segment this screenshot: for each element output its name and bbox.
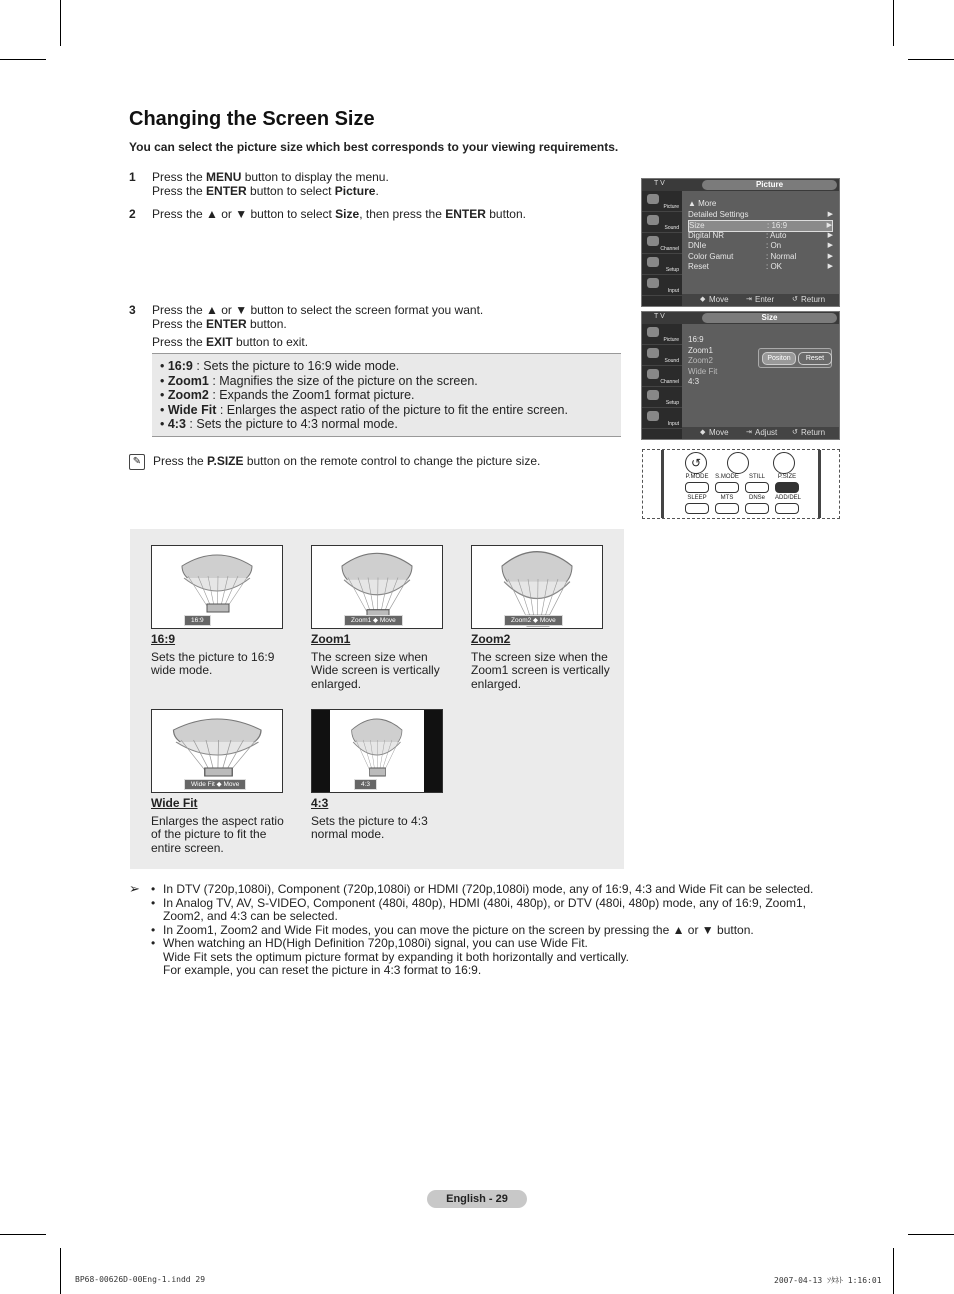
tv-row-name: DNIe — [688, 241, 707, 250]
step-text: Press the ▲ or ▼ button to select Size, then press the ENTER button. — [152, 207, 526, 221]
tv-sidebar — [642, 324, 682, 439]
mode-title: Zoom2 — [471, 632, 511, 646]
thumbnail-bar: 4:3 — [354, 779, 377, 790]
page-number: English - 29 — [427, 1190, 527, 1208]
tv-sidebar-label: Picture — [663, 204, 679, 210]
tv-row-name: Color Gamut — [688, 251, 734, 261]
remote-round-button — [727, 452, 749, 474]
tv-sidebar-icon — [647, 390, 659, 400]
tv-menu-title: Size — [702, 313, 837, 323]
remote-button-label: MTS — [720, 495, 734, 501]
option-item: • Wide Fit : Enlarges the aspect ratio of the picture to fit the entire screen. — [160, 402, 568, 417]
option-desc: : Magnifies the size of the picture on the screen. — [208, 373, 478, 388]
mode-desc: Enlarges the aspect ratio of the picture to fit the entire screen. — [151, 813, 284, 855]
remote-button[interactable] — [715, 482, 739, 493]
bullet-dot: • — [151, 922, 156, 937]
mode-title: 4:3 — [311, 796, 329, 810]
tv-row-value: : On — [766, 241, 782, 250]
crop-mark — [908, 59, 954, 60]
remote-round-button — [773, 452, 795, 474]
balloon-image — [152, 546, 282, 628]
remote-button[interactable] — [745, 503, 769, 514]
tv-sidebar-icon — [647, 278, 659, 288]
bullet-notes — [129, 883, 839, 978]
arrow-right-icon: ▶ — [826, 222, 832, 229]
option-name: Wide Fit — [167, 402, 217, 417]
tv-row-value: : OK — [766, 262, 783, 271]
remote-button[interactable] — [775, 503, 799, 514]
tv-sidebar-label: Sound — [664, 225, 679, 231]
tv-sidebar-item — [642, 275, 682, 296]
step-text: Press the ▲ or ▼ button to select the screen format you want. Press the ENTER button. Press the EXIT button to exit. — [152, 303, 622, 349]
option-desc: : Enlarges the aspect ratio of the picture to fit the entire screen. — [216, 402, 568, 417]
tv-sidebar-label: Input — [667, 421, 679, 427]
tv-label: T V — [654, 180, 665, 187]
tv-row-name: Size — [689, 221, 705, 230]
options-box — [152, 353, 621, 437]
option-desc: : Expands the Zoom1 format picture. — [208, 388, 415, 402]
option-item: • 16:9 : Sets the picture to 16:9 wide mode. — [160, 359, 400, 373]
tv-sidebar-item — [642, 387, 682, 408]
tv-footer-label: Return — [801, 295, 826, 304]
option-name: 16:9 — [167, 359, 193, 373]
remote-button[interactable] — [685, 482, 709, 493]
tv-sidebar-label: Channel — [660, 246, 679, 252]
footer-date: 2007-04-13 ｿﾀﾈﾄ 1:16:01 — [774, 1276, 882, 1285]
tv-sidebar-item — [642, 345, 682, 366]
tv-footer-label: Return — [801, 428, 826, 437]
remote-button-label: S.MODE — [715, 474, 739, 480]
tv-menu-picture — [641, 178, 840, 307]
intro-text: You can select the picture size which best corresponds to your viewing requirements. — [129, 140, 619, 154]
screen-mode-thumbnail — [311, 709, 443, 793]
remote-edge — [661, 450, 664, 518]
tv-sidebar-label: Picture — [663, 337, 679, 343]
crop-mark — [0, 1234, 46, 1235]
footer-file: BP68-00626D-00Eng-1.indd 29 — [75, 1275, 206, 1284]
tv-footer-label: Adjust — [755, 428, 778, 437]
remote-button-label: P.SIZE — [777, 474, 797, 480]
mode-desc: The screen size when the Zoom1 screen is vertically enlarged. — [471, 649, 610, 691]
mode-title: Wide Fit — [151, 796, 198, 810]
bullet-item: • In DTV (720p,1080i), Component (720p,1080i) or HDMI (720p,1080i) mode, any of 16:9, 4:3 and Wide Fit can be selected. — [151, 882, 814, 896]
page-title: Changing the Screen Size — [129, 108, 375, 130]
option-name: 4:3 — [167, 417, 186, 431]
tv-menu-row[interactable] — [688, 231, 833, 241]
remote-button-label: DNSe — [748, 495, 765, 501]
tv-row-value: : 16:9 — [767, 221, 788, 230]
note-arrow-icon: ➢ — [129, 881, 140, 896]
tv-menu-row[interactable] — [688, 252, 833, 262]
option-item: • 4:3 : Sets the picture to 4:3 normal mode. — [160, 417, 398, 431]
tv-footer-label: Move — [709, 428, 729, 437]
tv-sidebar-item — [642, 212, 682, 233]
step-number: 2 — [129, 207, 136, 221]
tv-size-option[interactable]: Wide Fit — [688, 366, 718, 376]
tv-sidebar-item — [642, 408, 682, 429]
tv-menu-header — [642, 179, 839, 191]
tv-footer-label: Enter — [755, 295, 775, 304]
tv-sidebar-item — [642, 191, 682, 212]
arrow-right-icon: ▶ — [827, 210, 833, 218]
tv-footer-label: Move — [709, 295, 729, 304]
tv-row-value: : Normal — [766, 251, 797, 261]
arrow-right-icon: ▶ — [827, 263, 833, 270]
option-desc: : Sets the picture to 16:9 wide mode. — [192, 359, 400, 373]
note-key: P.SIZE — [207, 454, 244, 469]
remote-illustration — [642, 449, 840, 519]
mode-desc: Sets the picture to 16:9 wide mode. — [151, 649, 275, 677]
thumbnail-bar: Zoom2 ◆ Move — [504, 615, 563, 626]
bullet-dot: • — [151, 882, 156, 896]
note-icon: ✎ — [129, 454, 145, 470]
thumbnail-bar: 16:9 — [184, 615, 211, 626]
mode-caption — [151, 633, 291, 678]
tv-sidebar-label: Sound — [664, 358, 679, 364]
thumbnail-bar: Zoom1 ◆ Move — [344, 615, 403, 626]
adjust-icon: ⇥ — [746, 429, 752, 436]
tv-menu-row[interactable] — [688, 241, 833, 251]
tv-menu-footer — [682, 427, 839, 439]
mode-caption — [311, 633, 451, 691]
enter-icon: ⇥ — [746, 296, 752, 303]
option-name: Zoom2 — [167, 388, 209, 402]
tv-menu-row[interactable] — [688, 210, 833, 220]
remote-button-label: STILL — [748, 474, 765, 480]
crop-mark — [60, 0, 61, 46]
remote-button[interactable] — [745, 482, 769, 493]
tv-sidebar-item — [642, 254, 682, 275]
step-extra: Press the EXIT button to exit. — [152, 335, 309, 349]
tv-menu-row[interactable] — [688, 262, 833, 272]
remote-button[interactable] — [715, 503, 739, 514]
crop-mark — [893, 0, 894, 46]
tv-sidebar — [642, 191, 682, 306]
tv-menu-footer — [682, 294, 839, 306]
tv-menu-header — [642, 312, 839, 324]
step-number: 3 — [129, 303, 136, 317]
remote-button-label: SLEEP — [687, 495, 707, 501]
crop-mark — [908, 1234, 954, 1235]
move-icon: ◆ — [700, 429, 706, 436]
note-text-pre: Press the — [153, 454, 208, 469]
remote-button[interactable] — [775, 482, 799, 493]
option-item: • Zoom2 : Expands the Zoom1 format picture. — [160, 388, 415, 402]
tv-sidebar-label: Setup — [665, 400, 679, 406]
note — [129, 454, 540, 470]
tv-sidebar-item — [642, 324, 682, 345]
tv-sidebar-label: Setup — [665, 267, 679, 273]
tv-sidebar-icon — [647, 236, 659, 246]
return-icon: ↺ — [792, 429, 798, 436]
step-text: Press the MENU button to display the menu. Press the ENTER button to select Picture. — [152, 170, 389, 198]
arrow-right-icon: ▶ — [827, 231, 833, 239]
thumbnail-bar: Wide Fit ◆ Move — [184, 779, 246, 790]
tv-sidebar-icon — [647, 257, 659, 267]
screen-mode-thumbnail — [151, 545, 283, 629]
remote-button-label: P.MODE — [685, 474, 709, 480]
tv-sidebar-icon — [647, 411, 659, 421]
screen-mode-thumbnail — [311, 545, 443, 629]
reset-button[interactable]: Reset — [798, 352, 832, 365]
mode-desc: The screen size when Wide screen is vertically enlarged. — [311, 649, 440, 691]
remote-button[interactable] — [685, 503, 709, 514]
move-icon: ◆ — [700, 296, 706, 303]
option-name: Zoom1 — [167, 373, 209, 388]
remote-button-label: ADD/DEL — [775, 495, 802, 501]
remote-edge — [818, 450, 821, 518]
tv-size-option[interactable]: 16:9 — [688, 335, 704, 344]
mode-caption — [311, 797, 451, 842]
tv-sidebar-icon — [647, 215, 659, 225]
tv-row-name: Digital NR — [688, 230, 725, 240]
step-number: 1 — [129, 170, 136, 184]
tv-menu-row[interactable] — [688, 199, 833, 209]
arrow-right-icon: ▶ — [827, 252, 833, 260]
note-text-post: button on the remote control to change the picture size. — [243, 454, 541, 469]
bullet-item: • In Zoom1, Zoom2 and Wide Fit modes, you can move the picture on the screen by pressing the ▲ or ▼ button. — [151, 922, 754, 937]
position-button[interactable]: Positon — [762, 352, 796, 365]
bullet-dot: • — [151, 936, 156, 950]
tv-sidebar-icon — [647, 327, 659, 337]
tv-row-name: ▲ More — [688, 199, 717, 208]
tv-menu-size — [641, 311, 840, 440]
tv-sidebar-icon — [647, 369, 659, 379]
mode-caption — [151, 797, 291, 855]
tv-sidebar-item — [642, 366, 682, 387]
tv-menu-title: Picture — [702, 180, 837, 190]
crop-mark — [0, 59, 46, 60]
tv-size-option[interactable]: Zoom1 — [688, 345, 713, 355]
tv-row-value: : Auto — [766, 230, 787, 240]
tv-row-name: Detailed Settings — [688, 209, 749, 219]
bullet-item: • When watching an HD(High Definition 720p,1080i) signal, you can use Wide Fit. Wide Fit sets the optimum picture format by expanding it both horizontally and vertically. For example, you can reset the picture in 4:3 format to 16:9. — [151, 936, 629, 977]
arrow-right-icon: ▶ — [827, 242, 833, 249]
tv-sidebar-icon — [647, 194, 659, 204]
mode-title: Zoom1 — [311, 632, 351, 646]
tv-sidebar-label: Input — [667, 288, 679, 294]
tv-menu-list — [682, 191, 839, 294]
mode-title: 16:9 — [151, 632, 176, 646]
tv-sidebar-icon — [647, 348, 659, 358]
crop-mark — [893, 1248, 894, 1294]
tv-size-option[interactable]: Zoom2 — [688, 356, 713, 365]
tv-label: T V — [654, 313, 665, 320]
tv-sidebar-item — [642, 233, 682, 254]
tv-menu-list — [682, 324, 839, 427]
screen-mode-thumbnail — [471, 545, 603, 629]
tv-size-buttons — [758, 348, 832, 368]
bullet-dot: • — [151, 895, 156, 910]
mode-caption — [471, 633, 611, 691]
tv-size-option[interactable]: 4:3 — [688, 377, 700, 386]
tv-sidebar-label: Channel — [660, 379, 679, 385]
bullet-item: • In Analog TV, AV, S-VIDEO, Component (480i, 480p), HDMI (480i, 480p), or DTV (480i, 480p) mode, any of 16:9, Zoom1, Zoom2, and 4:3 can be selected. — [151, 895, 807, 923]
crop-mark — [60, 1248, 61, 1294]
option-item: • Zoom1 : Magnifies the size of the picture on the screen. — [160, 373, 478, 388]
return-icon: ↺ — [792, 296, 798, 303]
screen-mode-thumbnail — [151, 709, 283, 793]
return-icon: ↺ — [685, 452, 707, 474]
tv-row-name: Reset — [688, 262, 709, 271]
option-desc: : Sets the picture to 4:3 normal mode. — [185, 417, 398, 431]
mode-desc: Sets the picture to 4:3 normal mode. — [311, 813, 428, 841]
